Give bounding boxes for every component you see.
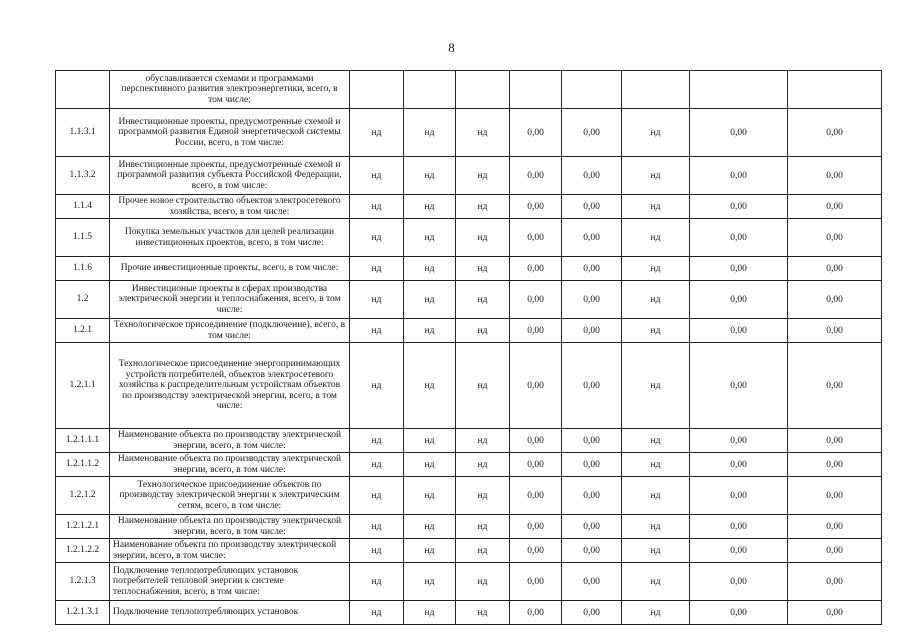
table-row (56, 319, 882, 343)
row-name: обуславливается схемами и программами перспективного развития электроэнергетики, всего, в том числе: (110, 71, 350, 109)
row-value: нд (622, 429, 690, 453)
row-value (622, 71, 690, 109)
row-name: Технологическое присоединение объектов по производству электрической энергии к электрическим сетям, всего, в том числе: (110, 477, 350, 515)
row-value: нд (404, 453, 456, 477)
table-row (56, 71, 882, 109)
row-value: нд (456, 539, 510, 563)
row-value: нд (622, 601, 690, 625)
row-name: Наименование объекта по производству электрической энергии, всего, в том числе: (110, 539, 350, 563)
table-row (56, 109, 882, 157)
row-code: 1.1.5 (56, 219, 110, 257)
row-name: Подключение теплопотребляющих установок (110, 601, 350, 625)
row-value: 0,00 (788, 319, 882, 343)
row-code: 1.2.1.1.2 (56, 453, 110, 477)
row-value: 0,00 (562, 195, 622, 219)
row-value: 0,00 (510, 539, 562, 563)
row-value: нд (404, 429, 456, 453)
row-value: нд (622, 219, 690, 257)
row-value: нд (622, 563, 690, 601)
row-value: 0,00 (510, 319, 562, 343)
row-value: 0,00 (562, 219, 622, 257)
table-row (56, 601, 882, 625)
table-row (56, 453, 882, 477)
row-code: 1.1.4 (56, 195, 110, 219)
row-value: нд (350, 219, 404, 257)
table-row (56, 195, 882, 219)
row-name: Технологическое присоединение энергопринимающих устройств потребителей, объектов электросетевого хозяйства к распределительным устройствам объектов по производству электрической энергии, всего, в том числе: (110, 343, 350, 429)
row-value: нд (404, 281, 456, 319)
row-value: нд (622, 477, 690, 515)
row-value (690, 71, 788, 109)
row-value (350, 71, 404, 109)
row-value: 0,00 (788, 453, 882, 477)
row-value: нд (622, 109, 690, 157)
row-value: 0,00 (690, 601, 788, 625)
table-row (56, 563, 882, 601)
row-value: 0,00 (788, 601, 882, 625)
row-value: 0,00 (690, 429, 788, 453)
table-row (56, 429, 882, 453)
row-value: нд (350, 195, 404, 219)
row-value: нд (622, 539, 690, 563)
row-value: 0,00 (562, 539, 622, 563)
row-name: Наименование объекта по производству электрической энергии, всего, в том числе: (110, 515, 350, 539)
table-row (56, 477, 882, 515)
row-name: Инвестиционые проекты в сферах производства электрической энергии и теплоснабжения, всего, в том числе: (110, 281, 350, 319)
row-value: нд (622, 515, 690, 539)
row-value: 0,00 (690, 563, 788, 601)
page-number: 8 (448, 40, 455, 55)
row-value: нд (456, 319, 510, 343)
row-value: 0,00 (510, 109, 562, 157)
row-value: 0,00 (788, 219, 882, 257)
row-value: нд (622, 157, 690, 195)
table-row (56, 281, 882, 319)
row-value: 0,00 (510, 219, 562, 257)
row-name: Наименование объекта по производству электрической энергии, всего, в том числе: (110, 453, 350, 477)
row-value: 0,00 (562, 257, 622, 281)
row-name: Прочее новое строительство объектов электросетевого хозяйства, всего, в том числе: (110, 195, 350, 219)
row-value: 0,00 (690, 257, 788, 281)
table-row (56, 257, 882, 281)
row-value: 0,00 (562, 477, 622, 515)
row-value: нд (350, 601, 404, 625)
investment-table (55, 70, 882, 625)
table-body (56, 71, 882, 625)
row-value (404, 71, 456, 109)
row-value: нд (350, 539, 404, 563)
row-value: 0,00 (690, 157, 788, 195)
row-value: 0,00 (562, 515, 622, 539)
row-value: 0,00 (690, 477, 788, 515)
row-value: нд (350, 477, 404, 515)
row-code: 1.2.1.1 (56, 343, 110, 429)
row-value (562, 71, 622, 109)
table-row (56, 515, 882, 539)
row-value: нд (350, 429, 404, 453)
row-value: нд (456, 601, 510, 625)
table-row (56, 343, 882, 429)
row-value: 0,00 (788, 429, 882, 453)
row-code: 1.2.1.3.1 (56, 601, 110, 625)
row-value: 0,00 (510, 195, 562, 219)
row-value: 0,00 (690, 281, 788, 319)
row-code: 1.1.3.1 (56, 109, 110, 157)
row-code: 1.2.1.2 (56, 477, 110, 515)
row-value: нд (350, 319, 404, 343)
table-row (56, 219, 882, 257)
row-value: 0,00 (690, 195, 788, 219)
row-code: 1.2.1.2.2 (56, 539, 110, 563)
row-value: нд (456, 109, 510, 157)
row-value: нд (350, 257, 404, 281)
row-value: 0,00 (690, 319, 788, 343)
row-value: 0,00 (690, 219, 788, 257)
row-value: нд (456, 219, 510, 257)
row-value: нд (404, 109, 456, 157)
row-value: 0,00 (690, 343, 788, 429)
row-value: нд (456, 257, 510, 281)
row-value: нд (456, 281, 510, 319)
row-value: нд (622, 195, 690, 219)
row-value: 0,00 (510, 343, 562, 429)
row-value: нд (404, 343, 456, 429)
row-value: 0,00 (788, 281, 882, 319)
row-value: 0,00 (562, 281, 622, 319)
row-value: 0,00 (562, 343, 622, 429)
row-value: нд (404, 539, 456, 563)
row-value: нд (350, 515, 404, 539)
row-value: 0,00 (510, 453, 562, 477)
row-value: нд (456, 343, 510, 429)
row-value: нд (456, 515, 510, 539)
row-value: 0,00 (510, 601, 562, 625)
row-value: нд (404, 515, 456, 539)
row-name: Подключение теплопотребляющих установок потребителей тепловой энергии к системе теплоснабжения, всего, в том числе: (110, 563, 350, 601)
row-code: 1.2.1.2.1 (56, 515, 110, 539)
row-value: нд (404, 219, 456, 257)
row-value: нд (456, 563, 510, 601)
row-value: нд (404, 257, 456, 281)
row-value: 0,00 (562, 563, 622, 601)
row-value: нд (350, 281, 404, 319)
row-value: нд (404, 195, 456, 219)
row-value: 0,00 (788, 109, 882, 157)
row-name: Наименование объекта по производству электрической энергии, всего, в том числе: (110, 429, 350, 453)
row-code: 1.2.1.1.1 (56, 429, 110, 453)
row-value: нд (456, 157, 510, 195)
table-row (56, 539, 882, 563)
row-value: нд (456, 195, 510, 219)
row-value: 0,00 (510, 477, 562, 515)
row-value (456, 71, 510, 109)
row-value (788, 71, 882, 109)
row-value: нд (350, 109, 404, 157)
row-name: Инвестиционные проекты, предусмотренные схемой и программой развития Единой энергетической системы России, всего, в том числе: (110, 109, 350, 157)
row-value: 0,00 (562, 601, 622, 625)
row-value: нд (350, 453, 404, 477)
row-value (510, 71, 562, 109)
row-value: 0,00 (510, 515, 562, 539)
row-name: Покупка земельных участков для целей реализации инвестиционных проектов, всего, в том числе: (110, 219, 350, 257)
row-value: нд (622, 453, 690, 477)
row-value: 0,00 (562, 157, 622, 195)
row-value: нд (456, 477, 510, 515)
row-value: 0,00 (562, 453, 622, 477)
row-value: нд (456, 453, 510, 477)
row-code: 1.1.6 (56, 257, 110, 281)
row-value: 0,00 (788, 257, 882, 281)
row-value: 0,00 (510, 281, 562, 319)
table-row (56, 157, 882, 195)
row-name: Прочие инвестиционные проекты, всего, в том числе: (110, 257, 350, 281)
row-value: нд (404, 157, 456, 195)
row-value: 0,00 (788, 343, 882, 429)
row-value: 0,00 (788, 195, 882, 219)
row-value: 0,00 (510, 157, 562, 195)
row-value: нд (350, 157, 404, 195)
row-code: 1.2.1 (56, 319, 110, 343)
row-code: 1.1.3.2 (56, 157, 110, 195)
row-value: нд (622, 319, 690, 343)
row-value: 0,00 (690, 109, 788, 157)
row-value: 0,00 (788, 157, 882, 195)
row-value: нд (622, 281, 690, 319)
row-value: нд (404, 601, 456, 625)
row-value: нд (350, 563, 404, 601)
row-code (56, 71, 110, 109)
row-value: 0,00 (562, 429, 622, 453)
row-value: нд (350, 343, 404, 429)
row-value: нд (404, 319, 456, 343)
row-code: 1.2.1.3 (56, 563, 110, 601)
row-name: Инвестиционные проекты, предусмотренные схемой и программой развития субъекта Российской Федерации, всего, в том числе: (110, 157, 350, 195)
row-code: 1.2 (56, 281, 110, 319)
row-value: нд (404, 563, 456, 601)
row-value: 0,00 (788, 563, 882, 601)
row-value: 0,00 (562, 319, 622, 343)
row-value: нд (622, 257, 690, 281)
row-value: нд (404, 477, 456, 515)
row-value: 0,00 (562, 109, 622, 157)
row-value: 0,00 (788, 477, 882, 515)
row-value: 0,00 (510, 257, 562, 281)
row-value: нд (622, 343, 690, 429)
row-value: 0,00 (510, 429, 562, 453)
row-value: 0,00 (690, 539, 788, 563)
row-value: 0,00 (690, 453, 788, 477)
row-value: 0,00 (788, 515, 882, 539)
row-value: нд (456, 429, 510, 453)
row-name: Технологическое присоединение (подключение), всего, в том числе: (110, 319, 350, 343)
row-value: 0,00 (510, 563, 562, 601)
row-value: 0,00 (690, 515, 788, 539)
row-value: 0,00 (788, 539, 882, 563)
